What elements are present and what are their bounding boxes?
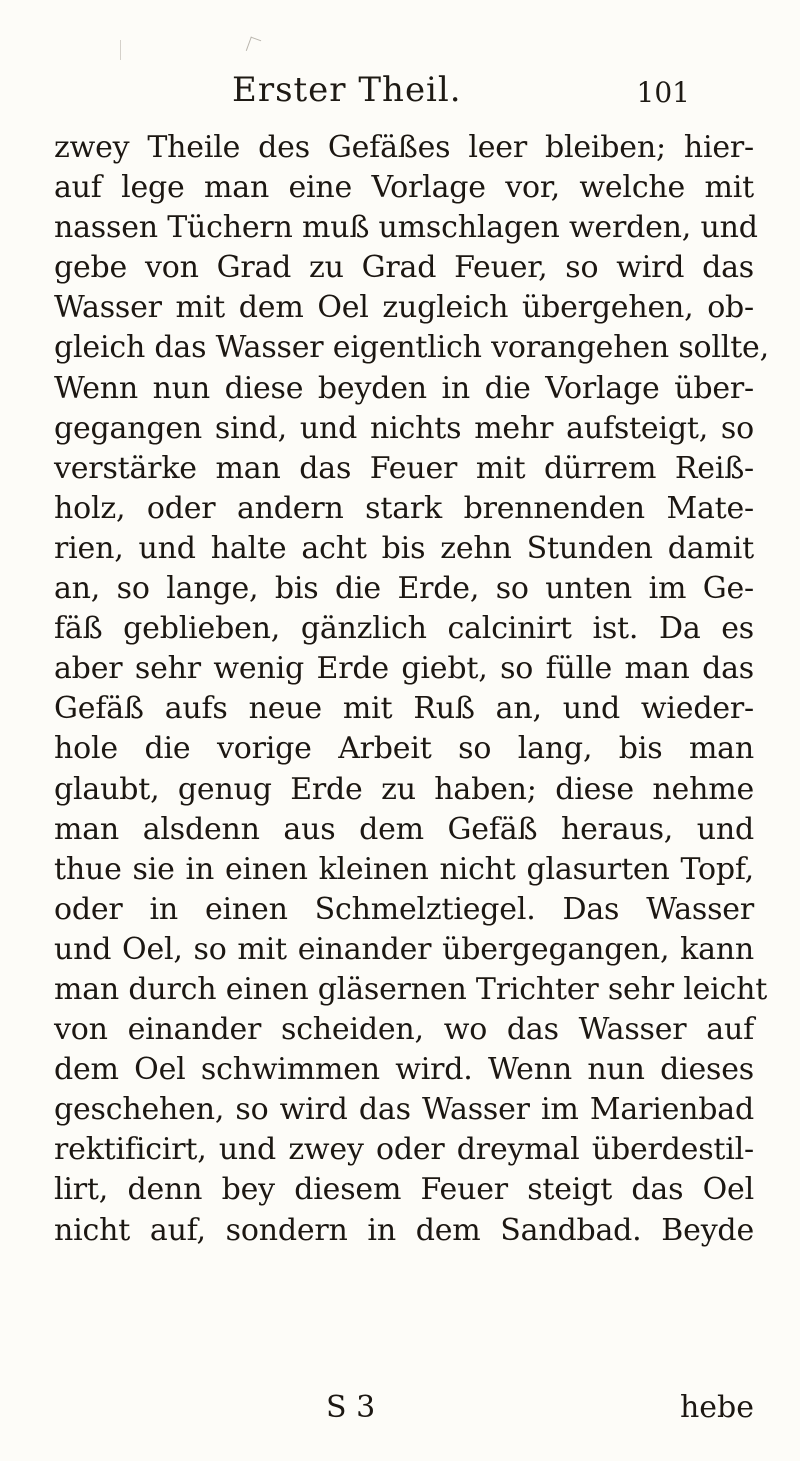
text-line: aber sehr wenig Erde giebt, so fülle man das — [54, 651, 754, 687]
text-line: fäß geblieben, gänzlich calcinirt ist. Da es — [54, 611, 754, 647]
text-line: an, so lange, bis die Erde, so unten im Ge- — [54, 571, 754, 607]
text-line: Wasser mit dem Oel zugleich übergehen, ob- — [54, 290, 754, 326]
text-line: nicht auf, sondern in dem Sandbad. Beyde — [54, 1212, 754, 1248]
text-line: oder in einen Schmelztiegel. Das Wasser — [54, 891, 754, 927]
text-line: verstärke man das Feuer mit dürrem Reiß- — [54, 450, 754, 486]
text-line: auf lege man eine Vorlage vor, welche mit — [54, 170, 754, 206]
text-line: glaubt, genug Erde zu haben; diese nehme — [54, 771, 754, 807]
text-line: gegangen sind, und nichts mehr aufsteigt, so — [54, 410, 754, 446]
text-line: gleich das Wasser eigentlich vorangehen sollte, — [54, 330, 769, 366]
text-line: thue sie in einen kleinen nicht glasurten Topf, — [54, 851, 754, 887]
text-line: hole die vorige Arbeit so lang, bis man — [54, 731, 754, 767]
text-line: von einander scheiden, wo das Wasser auf — [54, 1012, 754, 1048]
text-line: nassen Tüchern muß umschlagen werden, und — [54, 210, 758, 246]
text-line: rektificirt, und zwey oder dreymal überdestil- — [54, 1132, 754, 1168]
text-line: rien, und halte acht bis zehn Stunden damit — [54, 530, 754, 566]
page-header — [220, 70, 690, 118]
page-footer — [54, 1390, 754, 1434]
signature-mark: S 3 — [326, 1390, 376, 1425]
text-line: geschehen, so wird das Wasser im Marienbad — [54, 1092, 754, 1128]
text-line: Gefäß aufs neue mit Ruß an, und wieder- — [54, 691, 754, 727]
text-line: und Oel, so mit einander übergegangen, kann — [54, 931, 754, 967]
text-line: man durch einen gläsernen Trichter sehr leicht — [54, 971, 768, 1007]
catchword: hebe — [679, 1390, 754, 1425]
text-line: dem Oel schwimmen wird. Wenn nun dieses — [54, 1052, 754, 1088]
page-number: 101 — [636, 76, 690, 109]
text-line: zwey Theile des Gefäßes leer bleiben; hier- — [54, 130, 754, 165]
paper-fold-mark — [120, 40, 121, 60]
text-line: holz, oder andern stark brennenden Mate- — [54, 490, 754, 526]
running-head: Erster Theil. — [232, 70, 462, 110]
text-line: lirt, denn bey diesem Feuer steigt das Oel — [54, 1172, 754, 1208]
text-line: gebe von Grad zu Grad Feuer, so wird das — [54, 250, 754, 286]
text-line: Wenn nun diese beyden in die Vorlage über- — [54, 370, 754, 406]
body-text — [54, 128, 769, 1251]
pencil-mark — [246, 37, 261, 55]
text-line: man alsdenn aus dem Gefäß heraus, und — [54, 811, 754, 847]
